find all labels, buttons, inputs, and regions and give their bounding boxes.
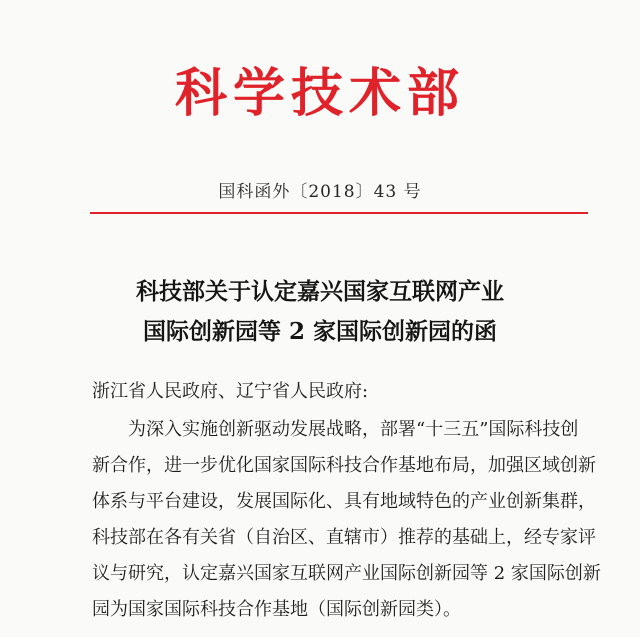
letterhead-title: 科学技术部	[174, 64, 465, 124]
body-paragraph	[92, 412, 602, 628]
body-line: 园为国家国际科技合作基地（国际创新园类）。	[92, 599, 461, 620]
addressee: 浙江省人民政府、辽宁省人民政府:	[92, 381, 369, 402]
document-subject	[0, 272, 640, 352]
subject-line: 科技部关于认定嘉兴国家互联网产业	[136, 278, 504, 305]
body-line: 体系与平台建设，发展国际化、具有地域特色的产业创新集群，	[92, 491, 596, 512]
subject-line: 国际创新园等 2 家国际创新园的函	[142, 318, 498, 345]
body-line: 科技部在各有关省（自治区、直辖市）推荐的基础上，经专家评	[92, 527, 596, 548]
body-line: 新合作，进一步优化国家国际科技合作基地布局，加强区域创新	[92, 455, 596, 476]
body-line: 议与研究，认定嘉兴国家互联网产业国际创新园等 2 家国际创新	[92, 563, 601, 584]
body-line: 为深入实施创新驱动发展战略，部署“十三五”国际科技创	[128, 419, 579, 440]
red-divider-rule	[90, 212, 588, 214]
document-number: 国科函外〔2018〕43 号	[218, 182, 422, 202]
